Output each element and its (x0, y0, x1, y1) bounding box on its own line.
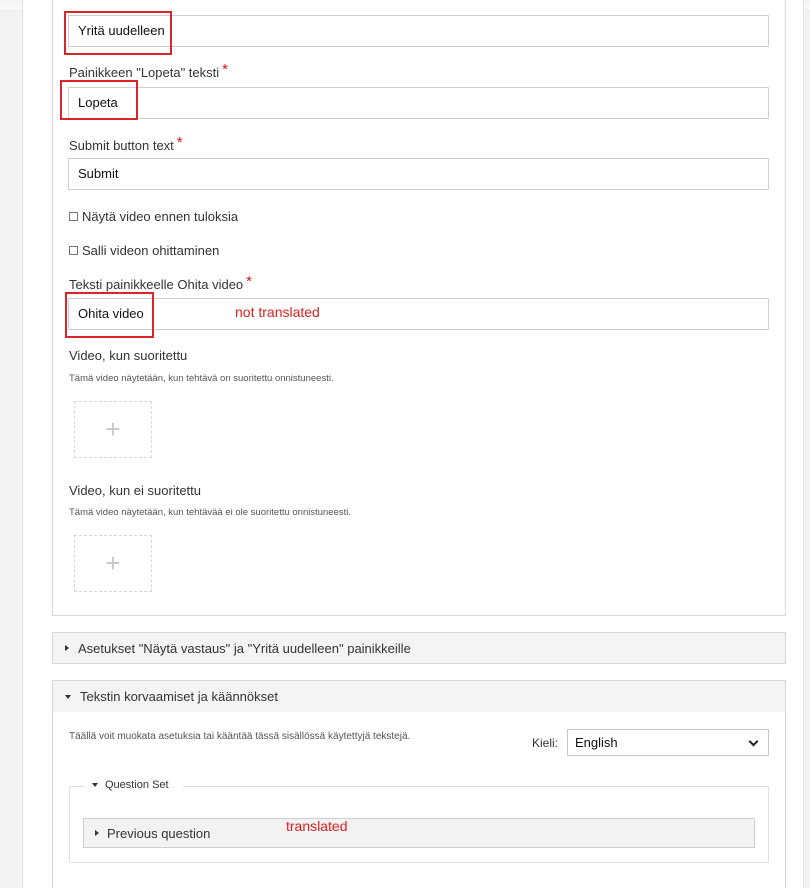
required-marker: * (246, 273, 252, 290)
show-video-checkbox[interactable] (69, 212, 78, 221)
language-select[interactable] (567, 729, 769, 756)
required-marker: * (222, 61, 228, 78)
caret-down-icon (92, 783, 98, 787)
allow-skip-checkbox-label: Salli videon ohittaminen (82, 243, 220, 258)
finish-text-label: Painikkeen "Lopeta" teksti * (69, 61, 228, 80)
translations-description: Täällä voit muokata asetuksia tai kääntää tässä sisällössä käytettyjä tekstejä. (69, 731, 411, 742)
video-passed-label: Video, kun suoritettu (69, 348, 188, 363)
required-marker: * (176, 134, 183, 151)
video-passed-help: Tämä video näytetään, kun tehtävä on suoritettu onnistuneesti. (69, 373, 334, 384)
submit-text-label: Submit button text * (69, 134, 183, 153)
section-replacements-title: Tekstin korvaamiset ja käännökset (80, 689, 278, 704)
chevron-down-icon (749, 737, 759, 747)
section-buttons-settings[interactable] (52, 632, 786, 664)
section-buttons-settings-title: Asetukset "Näytä vastaus" ja "Yritä uudelleen" painikkeille (78, 640, 411, 656)
allow-skip-checkbox[interactable] (69, 246, 78, 255)
language-select-value: English (575, 735, 618, 750)
show-video-checkbox-label: Näytä video ennen tuloksia (82, 209, 239, 224)
annotation-box-finish (60, 80, 138, 120)
previous-question-label: Previous question (107, 825, 211, 841)
add-video-failed-button[interactable] (74, 535, 152, 592)
section-replacements[interactable] (52, 680, 786, 713)
annotation-box-retry (64, 11, 172, 55)
plus-icon: + (105, 414, 121, 444)
submit-text-input[interactable]: Submit (68, 158, 769, 190)
question-set-toggle[interactable] (92, 779, 169, 791)
question-set-title: Question Set (105, 779, 169, 791)
group-border (69, 786, 85, 787)
plus-icon: + (105, 548, 121, 578)
add-video-passed-button[interactable] (74, 401, 152, 458)
skip-text-label: Teksti painikkeelle Ohita video * (69, 273, 252, 292)
skip-text-input[interactable]: Ohita video (68, 298, 769, 330)
show-video-checkbox-row[interactable] (69, 209, 238, 224)
video-failed-help: Tämä video näytetään, kun tehtävää ei ole suoritettu onnistuneesti. (69, 507, 352, 518)
caret-down-icon (65, 695, 71, 699)
annotation-box-skip (65, 292, 154, 338)
finish-text-input[interactable]: Lopeta (68, 87, 769, 119)
allow-skip-checkbox-row[interactable] (69, 243, 219, 258)
group-border (183, 786, 769, 787)
previous-question-item[interactable] (83, 818, 755, 848)
caret-right-icon (65, 645, 69, 651)
caret-right-icon (95, 830, 99, 836)
video-failed-label: Video, kun ei suoritettu (69, 483, 202, 498)
retry-text-input[interactable]: Yritä uudelleen (68, 15, 769, 47)
annotation-not-translated: not translated (235, 304, 320, 320)
annotation-translated: translated (286, 818, 348, 834)
language-label: Kieli: (532, 736, 559, 750)
